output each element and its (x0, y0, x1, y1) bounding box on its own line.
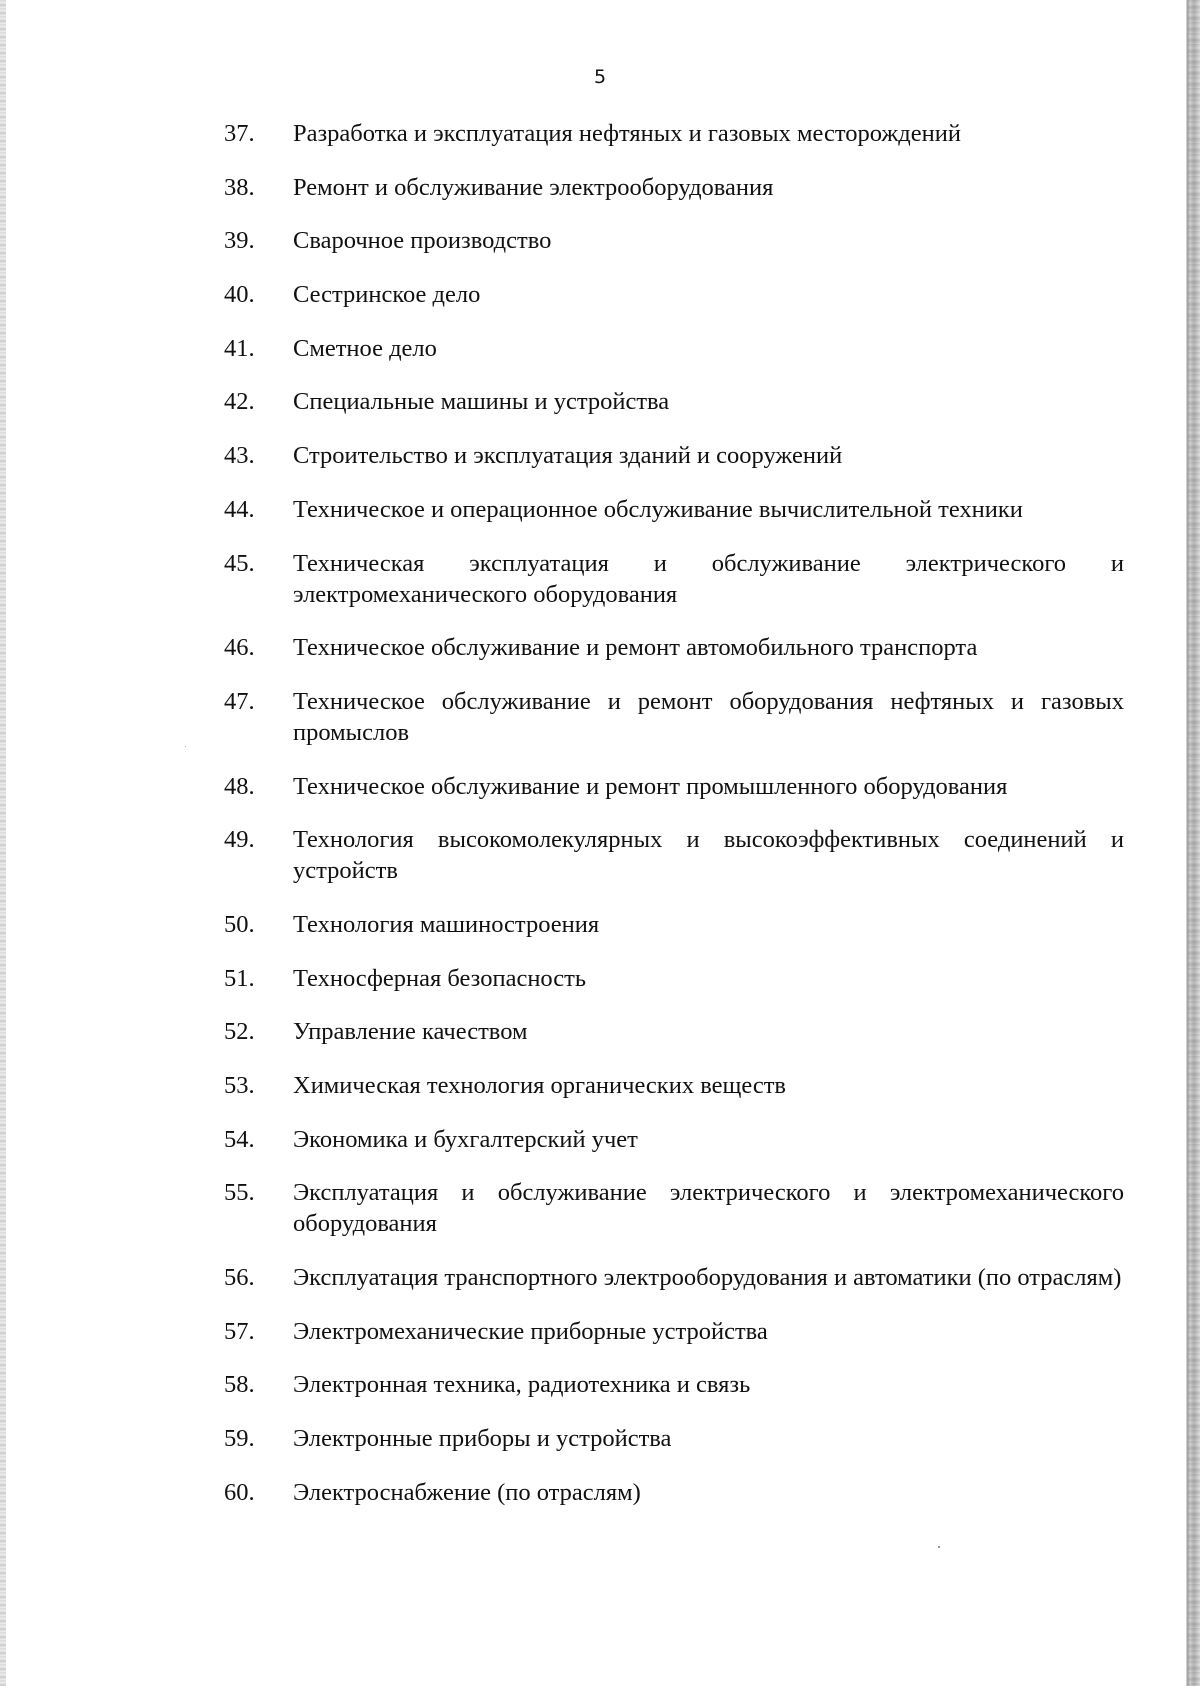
list-item-text: Химическая технология органических веществ (293, 1072, 786, 1099)
list-item (224, 440, 1124, 471)
list-item-number: 57. (224, 1317, 255, 1345)
list-item (224, 1477, 1124, 1508)
list-item-text: Электромеханические приборные устройства (293, 1317, 768, 1345)
list-item-text: Техническое обслуживание и ремонт промышленного оборудования (293, 772, 1008, 800)
list-item-text: Разработка и эксплуатация нефтяных и газовых месторождений (293, 120, 961, 147)
scan-edge-right (1170, 0, 1200, 1686)
list-item-number: 52. (224, 1018, 255, 1046)
scan-speck (938, 1546, 940, 1548)
list-item-text: Эксплуатация и обслуживание электрического и электромеханического оборудования (293, 1179, 1124, 1238)
list-item (224, 1316, 1124, 1347)
list-item-text: Сестринское дело (293, 281, 481, 309)
scan-edge-left (0, 0, 6, 1686)
list-item (224, 824, 1124, 886)
list-item (224, 909, 1124, 940)
list-item-number: 51. (224, 964, 255, 992)
list-item (224, 1262, 1124, 1293)
list-item (224, 1369, 1124, 1400)
list-item-number: 42. (224, 388, 255, 416)
list-item-text: Техническое и операционное обслуживание вычислительной техники (293, 495, 1023, 523)
list-item-number: 38. (224, 173, 255, 201)
list-item (224, 279, 1124, 310)
scan-speck (185, 746, 186, 747)
list-item-text: Технология высокомолекулярных и высокоэффективных соединений и устройств (293, 826, 1124, 885)
list-item (224, 118, 1124, 149)
list-item-number: 54. (224, 1125, 255, 1153)
list-item (224, 1070, 1124, 1101)
list-item-number: 53. (224, 1072, 255, 1099)
list-item-number: 39. (224, 227, 255, 255)
list-item (224, 1124, 1124, 1155)
list-item (224, 225, 1124, 256)
list-item-text: Строительство и эксплуатация зданий и сооружений (293, 442, 843, 470)
list-item-text: Техносферная безопасность (293, 964, 587, 992)
list-item-text: Техническое обслуживание и ремонт оборудования нефтяных и газовых промыслов (293, 687, 1124, 746)
page-number: 5 (593, 66, 607, 88)
list-item (224, 686, 1124, 748)
list-item (224, 172, 1124, 203)
list-item-text: Сварочное производство (293, 227, 552, 255)
list-item (224, 632, 1124, 663)
list-item (224, 1177, 1124, 1239)
list-item-text: Электроснабжение (по отраслям) (293, 1478, 641, 1506)
list-item-text: Экономика и бухгалтерский учет (293, 1125, 638, 1153)
list-item-number: 48. (224, 772, 255, 800)
list-item-number: 37. (224, 120, 255, 147)
list-item (224, 333, 1124, 364)
list-item-number: 41. (224, 334, 255, 362)
list-item (224, 771, 1124, 802)
list-item-text: Сметное дело (293, 334, 437, 362)
list-item-number: 60. (224, 1478, 255, 1506)
list-item-text: Ремонт и обслуживание электрооборудования (293, 173, 774, 201)
list-item-number: 47. (224, 687, 255, 715)
list-item-number: 50. (224, 910, 255, 938)
list-item-text: Управление качеством (293, 1018, 528, 1046)
list-item-number: 49. (224, 826, 255, 854)
list-item-number: 46. (224, 634, 255, 662)
list-item-number: 56. (224, 1264, 255, 1292)
list-item-number: 44. (224, 495, 255, 523)
list-item (224, 1016, 1124, 1047)
list-item (224, 386, 1124, 417)
list-item-text: Электронная техника, радиотехника и связь (293, 1371, 751, 1399)
list-item (224, 963, 1124, 994)
list-item-number: 59. (224, 1425, 255, 1453)
specialty-list (224, 118, 1124, 1531)
list-item (224, 494, 1124, 525)
list-item-number: 55. (224, 1179, 255, 1207)
list-item-number: 45. (224, 549, 255, 577)
list-item-text: Электронные приборы и устройства (293, 1425, 672, 1453)
list-item (224, 548, 1124, 610)
list-item-number: 40. (224, 281, 255, 309)
list-item (224, 1423, 1124, 1454)
list-item-text: Техническое обслуживание и ремонт автомобильного транспорта (293, 634, 978, 662)
list-item-text: Эксплуатация транспортного электрооборудования и автоматики (по отраслям) (293, 1264, 1122, 1292)
list-item-number: 43. (224, 442, 255, 470)
list-item-text: Специальные машины и устройства (293, 388, 670, 416)
list-item-text: Техническая эксплуатация и обслуживание электрического и электромеханического оборудования (293, 549, 1124, 608)
list-item-text: Технология машиностроения (293, 910, 600, 938)
list-item-number: 58. (224, 1371, 255, 1399)
